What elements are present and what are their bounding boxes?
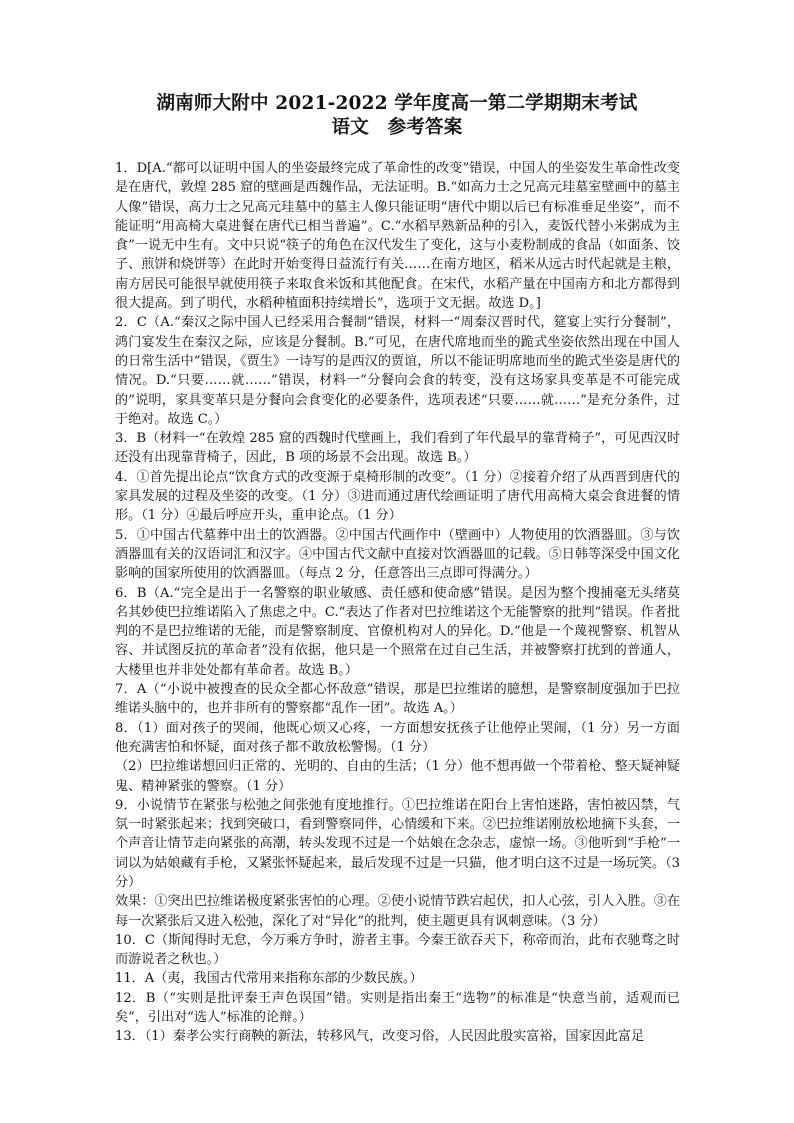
answer-item: 9．小说情节在紧张与松弛之间张弛有度地推行。①巴拉维诺在阳台上害怕迷路，害怕被囚禁，气氛一时紧张起来；找到突破口，看到警察同伴，心情缓和下来。②巴拉维诺刚放松地摘下头套，一个声音让情节走向紧张的高潮，转头发现不过是一个姑娘在念杂志，虚惊一场。③他听到“手枪”一词以为姑娘藏有手枪，又紧张怀疑起来，最后发现不过是一只猫，他才明白这不过是一场玩笑。（3 分）: [115, 797, 680, 890]
answer-item: 6．B（A.“完全是出于一名警察的职业敏感、责任感和使命感”错误。是因为整个搜捕毫无头绪莫名其妙使巴拉维诺陷入了焦虑之中。C.“表达了作者对巴拉维诺这个无能警察的批判”错误。作者批判的不是巴拉维诺的无能，而是警察制度、官僚机构对人的异化。D.“他是一个蔑视警察、机智从容、并试图反抗的革命者”没有依据，他只是一个照常在过自己生活，并被警察打扰到的普通人，大楼里也并非处处都有革命者。故选 B。）: [115, 585, 680, 678]
answer-item: 3．B（材料一“在敦煌 285 窟的西魏时代壁画上，我们看到了年代最早的靠背椅子”，可见西汉时还没有出现靠背椅子，因此，B 项的场景不会出现。故选 B。）: [115, 431, 680, 466]
answer-list: [115, 159, 680, 1047]
page-title: 湖南师大附中 2021-2022 学年度高一第二学期期末考试: [156, 93, 638, 114]
answer-item: 7．A（“小说中被搜查的民众全都心怀敌意”错误，那是巴拉维诺的臆想，是警察制度强加于巴拉维诺头脑中的，也并非所有的警察都“乱作一团”。故选 A。）: [115, 682, 680, 717]
answer-item: 8．（1）面对孩子的哭闹，他既心烦又心疼，一方面想安抚孩子让他停止哭闹，（1 分）另一方面他充满害怕和怀疑，面对孩子都不敢放松警惕。（1 分）: [115, 720, 680, 755]
answer-item: 12．B（“实则是批评秦王声色误国”错。实则是指出秦王“选物”的标准是“快意当前，适观而已矣”，引出对“选人”标准的论辩。）: [115, 990, 680, 1026]
answer-item: 11．A（夷，我国古代常用来指称东部的少数民族。）: [115, 971, 423, 987]
page-subtitle: 语文 参考答案: [331, 117, 463, 138]
answer-item: 5．①中国古代墓葬中出土的饮酒器。②中国古代画作中（壁画中）人物使用的饮酒器皿。③与饮酒器皿有关的汉语词汇和汉字。④中国古代文献中直接对饮酒器皿的记载。⑤日韩等深受中国文化影响的国家所使用的饮酒器皿。（每点 2 分，任意答出三点即可得满分。）: [115, 527, 680, 582]
answer-item: 4．①首先提出论点“饮食方式的改变源于桌椅形制的改变”。（1 分）②接着介绍了从西晋到唐代的家具发展的过程及坐姿的改变。（1 分）③进而通过唐代绘画证明了唐代用高椅大桌会食进餐的情形。（1 分）④最后呼应开头，重申论点。（1 分）: [115, 469, 680, 524]
answer-item: （2）巴拉维诺想回归正常的、光明的、自由的生活；（1 分）他不想再做一个带着枪、整天疑神疑鬼、精神紧张的警察。（1 分）: [115, 759, 680, 794]
answer-item: 2．C（A.“秦汉之际中国人已经采用合餐制”错误，材料一“周秦汉晋时代，筵宴上实行分餐制”，鸿门宴发生在秦汉之际，应该是分餐制。B.“可见，在唐代席地而坐的跪式坐姿依然出现在中国人的日常生活中”错误，《贾生》一诗写的是西汉的贾谊，所以不能证明席地而坐的跪式坐姿是唐代的情况。D.“只要……就……”错误，材料一“分餐向会食的转变，没有这场家具变革是不可能完成的”说明，家具变革只是分餐向会食变化的必要条件，选项表述“只要……就……”是充分条件，过于绝对。故选 C。）: [115, 315, 680, 427]
answer-item: 13．（1）秦孝公实行商鞅的新法，转移风气，改变习俗，人民因此殷实富裕，国家因此富足: [115, 1029, 645, 1045]
answer-item: 1．D[A.“都可以证明中国人的坐姿最终完成了革命性的改变”错误，中国人的坐姿发生革命性改变是在唐代，敦煌 285 窟的壁画是西魏作品，无法证明。B.“如高力士之兄高元珪墓室壁画中的墓主人像”错误，高力士之兄高元珪墓中的墓主人像只能证明“唐代中期以后已有标准垂足坐姿”，而不能证明“用高椅大桌进餐在唐代已相当普遍”。C.“水稻早熟新品种的引入，麦饭代替小米粥成为主食”一说无中生有。文中只说“筷子的角色在汉代发生了变化，这与小麦粉制成的食品（如面条、饺子、煎饼和烧饼等）在此时开始变得日益流行有关……在南方地区，稻米从远古时代起就是主粮，南方居民可能很早就使用筷子来取食米饭和其他配食。在宋代，水稻产量在中国南方和北方都得到很大提高。到了明代，水稻种植面积持续增长”，选项于文无据。故选 D。]: [115, 161, 680, 312]
answer-item: 效果：①突出巴拉维诺极度紧张害怕的心理。②使小说情节跌宕起伏，扣人心弦，引人入胜。③在每一次紧张后又进入松弛，深化了对“异化”的批判，使主题更具有讽刺意味。（3 分）: [115, 894, 680, 929]
answer-item: 10．C（斯闻得时无怠，今万乘方争时，游者主事。今秦王欲吞天下，称帝而治，此布衣驰骛之时而游说者之秋也。）: [115, 932, 680, 968]
